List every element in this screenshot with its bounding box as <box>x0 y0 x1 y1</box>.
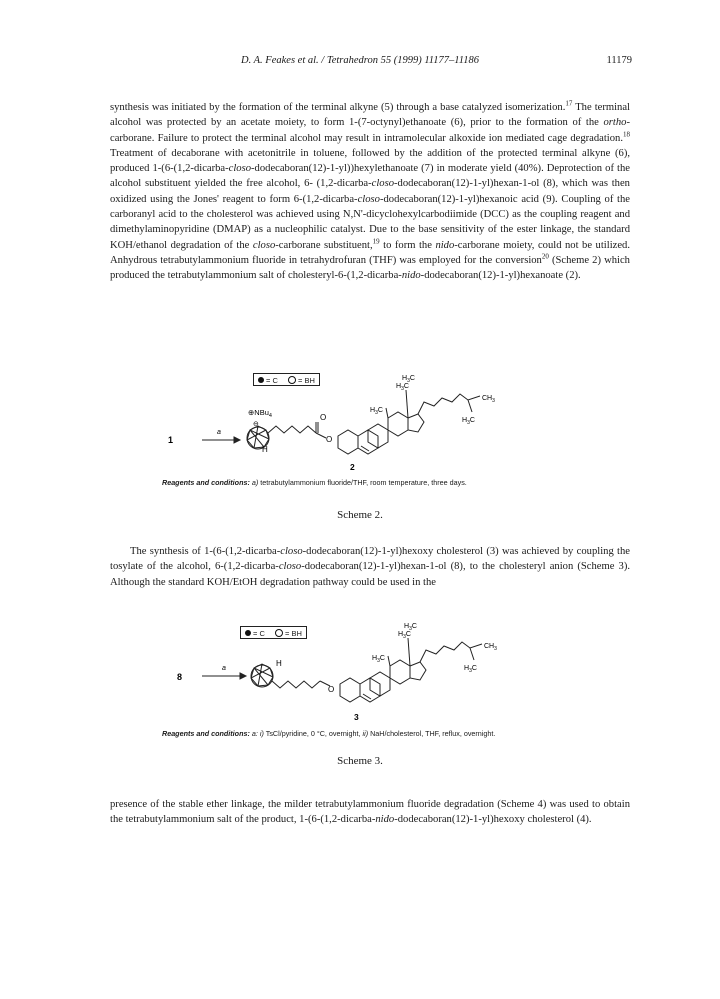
scheme2-title: Scheme 2. <box>337 509 383 521</box>
scheme3-structure <box>150 614 580 726</box>
methyl-label-b: $H_3C$ <box>398 631 411 640</box>
ester-o-label: O <box>326 435 333 444</box>
atom-legend-scheme2: = C = BH <box>253 373 320 386</box>
compound-3-label: 3 <box>354 712 359 722</box>
scheme2-caption: Reagents and conditions: a) tetrabutylammonium fluoride/THF, room temperature, three days. <box>162 478 467 487</box>
methyl-label-c: $H_3C$ <box>402 375 415 384</box>
anion-charge: ⊖ <box>253 421 259 428</box>
cation-label: ⊕NBu$_4$ <box>248 408 272 419</box>
compound-2-label: 2 <box>350 462 355 472</box>
methyl-label-d: $H_3C$ <box>462 417 475 426</box>
methyl-label-c: $H_3C$ <box>404 623 417 632</box>
methyl-label-d: $H_3C$ <box>464 665 477 674</box>
paragraph-synthesis: synthesis was initiated by the formation of the terminal alkyne (5) through a base catalyzed isomerization.$^{17}$ The terminal alcohol was protected by an acetate moiety, to form 1-(7-octynyl)ethanoate (6), prior to the formation of the ortho-carborane. Failure to protect the terminal alcohol may result in intramolecular alkoxide ion mediated cage degradation.$^{18}$ Treatment of decaborane with acetonitrile in toluene, followed by the addition of the protected terminal alkyne (6), produced 1-(6-(1,2-dicarba-closo-dodecaboran(12)-1-yl))hexylethanoate (7) in moderate yield (40%). Deprotection of the alcohol substituent yielded the free alcohol, 6- (1,2-dicarba-closo-dodecaboran(12)-1-yl)hexan-1-ol (8), which was then oxidized using the Jones' reagent to form 6-(1,2-dicarba-closo-dodecaboran(12)-1-yl)hexanoic acid (9). Coupling of the carboranyl acid to the cholesterol was achieved using N,N'-dicyclohexylcarbodiimide (DCC) as the coupling reagent and dimethylaminopyridine (DMAP) as a nucleophilic catalyst. Due to the base sensitivity of the ester linkage, the standard KOH/ethanol degradation of the closo-carborane substituent,$^{19}$ to form the nido-carborane moiety, could not be utilized. Anhydrous tetrabutylammonium fluoride in tetrahydrofuran (THF) was employed for the conversion$^{20}$ (Scheme 2) which produced the tetrabutylammonium salt of cholesteryl-6-(1,2-dicarba-nido-dodecaboran(12)-1-yl)hexanoate (2). <box>110 99 630 282</box>
arrow-label: a <box>217 429 221 436</box>
scheme3-caption: Reagents and conditions: a: i) TsCl/pyridine, 0 °C, overnight, ii) NaH/cholesterol, THF, reflux, overnight. <box>162 729 496 738</box>
methyl-label-a: $H_3C$ <box>372 655 385 664</box>
journal-citation: D. A. Feakes et al. / Tetrahedron 55 (1999) 11177–11186 <box>241 55 479 66</box>
methyl-label-b: $H_3C$ <box>396 383 409 392</box>
methyl-label-a: $H_3C$ <box>370 407 383 416</box>
running-header <box>0 55 720 71</box>
ch3-label: $CH_3$ <box>484 643 497 652</box>
paragraph-degradation: presence of the stable ether linkage, the milder tetrabutylammonium fluoride degradation (Scheme 4) was used to obtain the tetrabutylammonium salt of the product, 1-(6-(1,2-dicarba-nido-dodecaboran(12)-1-yl)hexoxy cholesterol (4). <box>110 799 630 826</box>
atom-legend-scheme3: = C = BH <box>240 626 307 639</box>
carbonyl-o-label: O <box>320 413 327 422</box>
h-label: H <box>276 659 282 668</box>
compound-8-label: 8 <box>177 672 183 682</box>
page-number: 11179 <box>606 55 632 66</box>
compound-1-label: 1 <box>168 435 174 445</box>
h-label: H <box>262 445 268 454</box>
arrow-label: a <box>222 665 226 672</box>
scheme2-structure <box>150 360 580 472</box>
ether-o-label: O <box>328 685 335 694</box>
paragraph-ether-synthesis: The synthesis of 1-(6-(1,2-dicarba-closo-dodecaboran(12)-1-yl)hexoxy cholesterol (3) was achieved by coupling the tosylate of the alcohol, 6-(1,2-dicarba-closo-dodecaboran(12)-1-yl)hexan-1-ol (8), to the cholesteryl anion (Scheme 3). Although the standard KOH/EtOH degradation pathway could be used in the <box>110 546 630 588</box>
scheme3-title: Scheme 3. <box>337 755 383 767</box>
ch3-label: $CH_3$ <box>482 395 495 404</box>
